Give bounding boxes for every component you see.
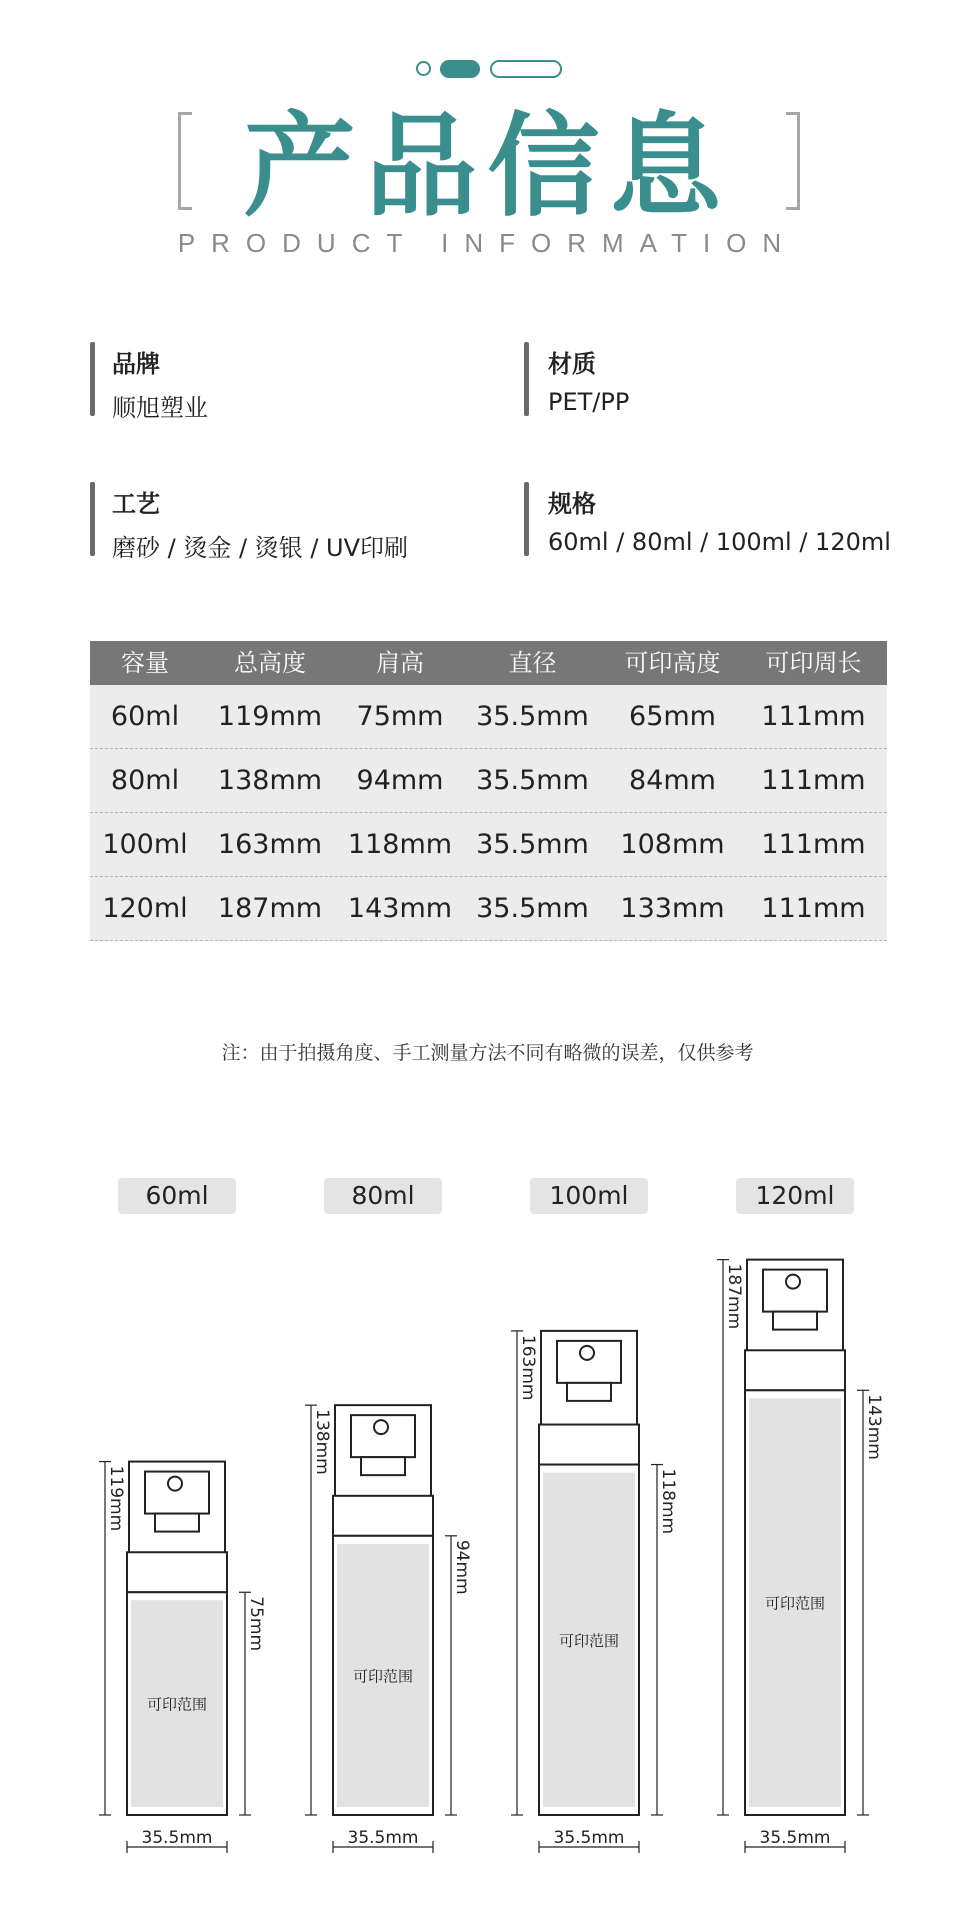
craft-label: 工艺 [112, 490, 160, 518]
table-cell: 111mm [761, 765, 866, 796]
table-row [90, 749, 887, 813]
total-height-label: 119mm [106, 1465, 126, 1532]
bottle-diagram-svg [0, 1240, 975, 1860]
bottle-collar [539, 1425, 639, 1465]
table-cell: 65mm [629, 701, 716, 732]
nozzle-hole-icon [168, 1477, 182, 1491]
print-area-label: 可印范围 [146, 1695, 208, 1714]
material-value: PET/PP [548, 388, 630, 416]
print-area-label: 可印范围 [558, 1631, 620, 1650]
total-height-label: 187mm [724, 1263, 744, 1330]
table-cell: 84mm [629, 765, 716, 796]
material-bar [524, 342, 529, 416]
header-cell: 直径 [508, 649, 557, 677]
spec-value: 60ml / 80ml / 100ml / 120ml [548, 528, 891, 556]
table-header [90, 641, 887, 685]
table-cell: 80ml [110, 765, 180, 796]
pump-stem [361, 1457, 405, 1475]
spec-bar [524, 482, 529, 556]
shoulder-height-label: 94mm [452, 1539, 472, 1595]
table-cell: 35.5mm [476, 829, 589, 860]
header-cell: 可印周长 [765, 649, 862, 677]
bottle-collar [745, 1350, 845, 1390]
shoulder-height-label: 143mm [864, 1394, 884, 1460]
table-cell: 118mm [347, 829, 453, 860]
diameter-label: 35.5mm [759, 1828, 831, 1848]
header-cell: 总高度 [234, 649, 306, 677]
page-title: 产品信息 [243, 102, 732, 232]
table-cell: 143mm [347, 893, 453, 924]
decor-pill-outline-icon [490, 60, 562, 78]
table-cell: 138mm [217, 765, 323, 796]
pump-stem [155, 1514, 199, 1532]
table-cell: 111mm [761, 829, 866, 860]
table-cell: 35.5mm [476, 893, 589, 924]
table-cell: 100ml [102, 829, 188, 860]
print-area-label: 可印范围 [352, 1667, 414, 1686]
table-row [90, 685, 887, 749]
decor-circle-icon [416, 61, 431, 76]
table-cell: 111mm [761, 701, 866, 732]
bottle-collar [333, 1496, 433, 1536]
table-cell: 75mm [356, 701, 444, 732]
table-cell: 120ml [102, 893, 188, 924]
craft-bar [90, 482, 95, 556]
pump-stem [567, 1383, 611, 1401]
capacity-tag: 100ml [530, 1178, 648, 1214]
table-cell: 111mm [761, 893, 866, 924]
material-label: 材质 [548, 350, 596, 378]
header-cell: 容量 [121, 649, 169, 677]
nozzle-hole-icon [786, 1275, 800, 1289]
header-cell: 可印高度 [624, 649, 721, 677]
brand-value: 顺旭塑业 [112, 394, 208, 422]
diameter-label: 35.5mm [347, 1828, 419, 1848]
brand-bar [90, 342, 95, 416]
table-cell: 119mm [217, 701, 323, 732]
total-height-label: 163mm [518, 1334, 538, 1401]
shoulder-height-label: 75mm [246, 1596, 266, 1652]
table-row [90, 813, 887, 877]
pump-stem [773, 1312, 817, 1330]
print-area-label: 可印范围 [764, 1594, 826, 1613]
table-cell: 60ml [110, 701, 180, 732]
bottle-diagram [0, 1240, 975, 1860]
header-decoration [0, 58, 975, 82]
capacity-tag: 60ml [118, 1178, 236, 1214]
table-cell: 94mm [356, 765, 444, 796]
spec-label: 规格 [548, 490, 596, 518]
craft-value: 磨砂 / 烫金 / 烫银 / UV印刷 [112, 534, 409, 562]
spec-table [90, 641, 887, 941]
nozzle-hole-icon [374, 1420, 388, 1434]
table-row [90, 877, 887, 941]
shoulder-height-label: 118mm [658, 1468, 678, 1535]
disclaimer-note: 注：由于拍摄角度、手工测量方法不同有略微的误差，仅供参考 [221, 1042, 754, 1064]
capacity-tag: 80ml [324, 1178, 442, 1214]
table-cell: 163mm [217, 829, 323, 860]
page-subtitle: PRODUCT INFORMATION [177, 228, 798, 258]
table-cell: 187mm [217, 893, 323, 924]
diameter-label: 35.5mm [553, 1828, 625, 1848]
table-cell: 108mm [620, 829, 725, 860]
table-cell: 133mm [620, 893, 725, 924]
header-cell: 肩高 [376, 649, 424, 677]
capacity-tag: 120ml [736, 1178, 854, 1214]
brand-label: 品牌 [112, 350, 160, 378]
decor-pill-solid-icon [440, 60, 480, 78]
table-cell: 35.5mm [476, 701, 589, 732]
table-cell: 35.5mm [476, 765, 589, 796]
total-height-label: 138mm [312, 1409, 332, 1475]
nozzle-hole-icon [580, 1346, 594, 1360]
bottle-collar [127, 1552, 227, 1592]
diameter-label: 35.5mm [141, 1828, 213, 1848]
